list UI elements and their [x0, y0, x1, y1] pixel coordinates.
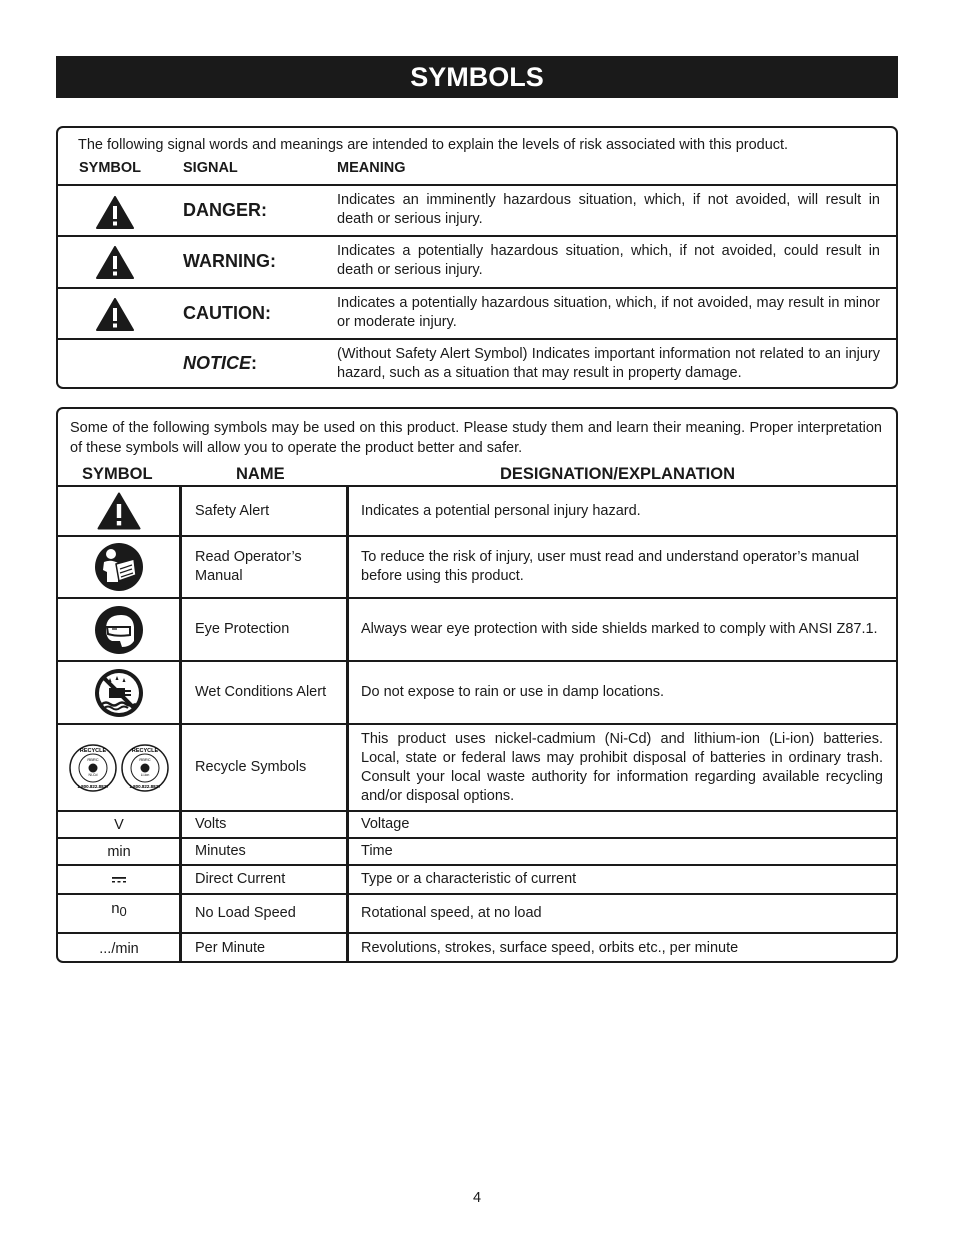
signal-row-notice: [58, 338, 896, 389]
read-manual-icon: [94, 542, 144, 592]
symbols-table: [56, 407, 898, 963]
symbol-desc: Revolutions, strokes, surface speed, orbits etc., per minute: [361, 940, 739, 956]
direct-current-icon: [111, 876, 127, 884]
signal-caution: CAUTION:: [183, 303, 271, 323]
safety-alert-triangle-icon: [96, 196, 134, 229]
wet-conditions-icon: [94, 668, 144, 718]
symbol-desc: Type or a characteristic of current: [361, 871, 577, 887]
header-symbol: SYMBOL: [82, 465, 153, 483]
recycle-seal-icon: [121, 744, 169, 792]
symbols-intro: Some of the following symbols may be used on this product. Please study them and learn their meaning. Proper interpretation of these symbols will allow you to operate the product better and safer.: [70, 420, 882, 456]
signal-intro: The following signal words and meanings are intended to explain the levels of risk associated with this product.: [78, 137, 789, 153]
header-meaning: MEANING: [337, 160, 406, 176]
symbol-row: [58, 932, 896, 963]
symbol-row: [58, 485, 896, 535]
symbol-desc: Voltage: [361, 816, 410, 832]
symbol-name: No Load Speed: [195, 905, 296, 921]
symbol-name: Recycle Symbols: [195, 759, 307, 775]
symbol-row: [58, 660, 896, 723]
header-name: NAME: [236, 465, 285, 483]
symbol-row: [58, 837, 896, 864]
meaning-caution: Indicates a potentially hazardous situation, which, if not avoided, may result in minor or moderate injury.: [337, 295, 880, 330]
svg-text:RECYCLE: RECYCLE: [131, 747, 159, 754]
meaning-warning: Indicates a potentially hazardous situation, which, if not avoided, could result in death or serious injury.: [337, 243, 880, 278]
header-symbol: SYMBOL: [79, 160, 142, 176]
symbol-desc: Time: [361, 843, 393, 859]
symbol-desc: This product uses nickel-cadmium (Ni-Cd) and lithium-ion (Li-ion) batteries. Local, state or federal laws may prohibit disposal of batteries in ordinary trash. Consult your local waste authority for information regarding available recycling and/or disposal options.: [361, 730, 883, 804]
signal-row-caution: [58, 287, 896, 338]
signal-row-warning: [58, 235, 896, 286]
symbol-row: [58, 893, 896, 932]
symbol-row: [58, 810, 896, 837]
svg-text:Li-ion: Li-ion: [140, 772, 150, 777]
symbol-row: [58, 864, 896, 893]
signal-words-table: [56, 126, 898, 389]
meaning-notice: (Without Safety Alert Symbol) Indicates important information not related to an injury hazard, such as a situation that may result in property damage.: [337, 346, 880, 381]
symbol-name: Minutes: [195, 843, 246, 859]
eye-protection-icon: [94, 605, 144, 655]
page-number: 4: [472, 1190, 482, 1206]
signal-warning: WARNING:: [183, 251, 276, 271]
svg-text:1.800.822.8837: 1.800.822.8837: [77, 783, 109, 789]
recycle-seal-icon: [69, 744, 117, 792]
minutes-symbol: min: [107, 843, 131, 860]
svg-text:1.800.822.8837: 1.800.822.8837: [129, 783, 161, 789]
no-load-speed-symbol: $n_0$: [111, 900, 127, 919]
safety-alert-triangle-icon: [97, 492, 141, 530]
signal-row-danger: [58, 184, 896, 235]
symbol-name: Per Minute: [195, 940, 266, 956]
svg-text:Ni-Cd: Ni-Cd: [88, 772, 98, 777]
volts-symbol: V: [114, 816, 124, 833]
per-minute-symbol: .../min: [99, 940, 139, 957]
symbol-desc: Do not expose to rain or use in damp locations.: [361, 684, 665, 700]
svg-text:RECYCLE: RECYCLE: [79, 747, 107, 754]
symbol-name: Direct Current: [195, 871, 286, 887]
symbol-name: Eye Protection: [195, 621, 290, 637]
symbol-row: [58, 723, 896, 810]
symbol-desc: To reduce the risk of injury, user must read and understand operator’s manual before using this product.: [361, 549, 860, 584]
symbol-desc: Rotational speed, at no load: [361, 905, 542, 921]
svg-text:RBRC: RBRC: [139, 756, 151, 762]
header-signal: SIGNAL: [183, 160, 238, 176]
symbol-name: Read Operator’s Manual: [195, 549, 302, 584]
signal-danger: DANGER:: [183, 200, 267, 220]
meaning-danger: Indicates an imminently hazardous situation, which, if not avoided, will result in death or serious injury.: [337, 192, 880, 227]
signal-notice: NOTICE:: [183, 353, 258, 373]
symbol-row: [58, 535, 896, 597]
symbol-name: Wet Conditions Alert: [195, 684, 327, 700]
safety-alert-triangle-icon: [96, 246, 134, 279]
page-title: SYMBOLS: [56, 56, 898, 98]
symbol-name: Volts: [195, 816, 227, 832]
safety-alert-triangle-icon: [96, 298, 134, 331]
symbol-row: [58, 597, 896, 660]
symbol-desc: Indicates a potential personal injury hazard.: [361, 502, 641, 519]
svg-text:RBRC: RBRC: [87, 756, 99, 762]
header-designation: DESIGNATION/EXPLANATION: [500, 465, 735, 483]
symbol-name: Safety Alert: [195, 502, 270, 519]
symbol-desc: Always wear eye protection with side shields marked to comply with ANSI Z87.1.: [361, 621, 878, 637]
